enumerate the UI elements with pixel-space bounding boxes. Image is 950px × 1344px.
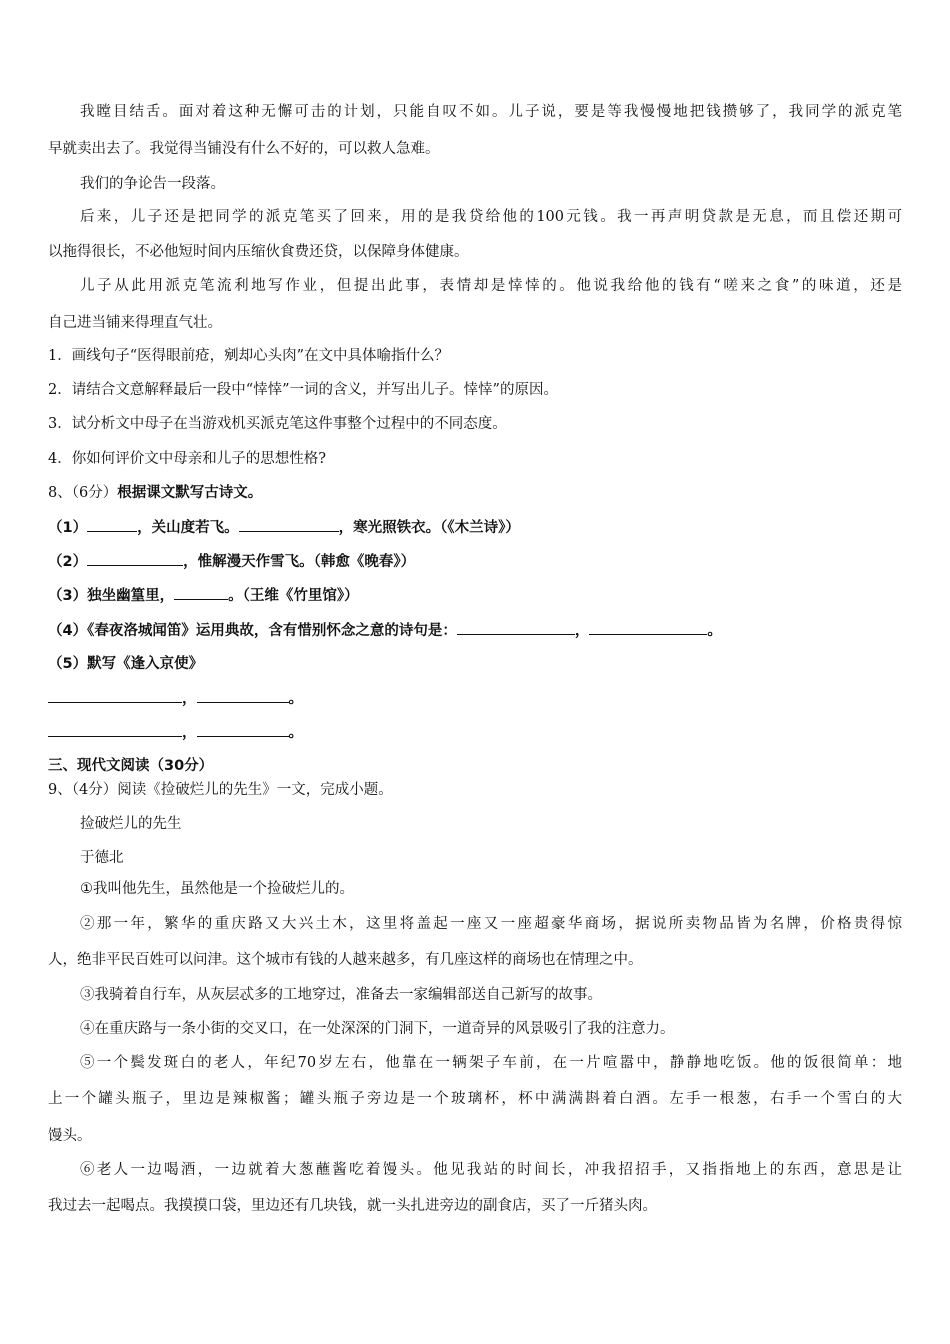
q8-item-5-line2: [48, 722, 303, 743]
q8-item-3-text-b: 。（王维《竹里馆》）: [228, 588, 359, 604]
answer-blank[interactable]: [87, 517, 137, 532]
q8-heading: [48, 483, 262, 503]
article-title: 捡破烂儿的先生: [80, 816, 182, 832]
para-1-text: 我叫他先生，虽然他是一个捡破烂儿的。: [93, 881, 354, 897]
answer-blank[interactable]: [239, 517, 339, 532]
passage-p3-line1: 后来，儿子还是把同学的派克笔买了回来，用的是我贷给他的100元钱。我一再声明贷款是无息，而且偿还期可: [80, 209, 902, 225]
q8-item-1-text-b: ，寒光照铁衣。（《木兰诗》）: [338, 520, 520, 536]
answer-blank[interactable]: [48, 722, 182, 737]
q8-item-4-comma: ，: [574, 623, 590, 639]
passage-p1-line1: 我瞠目结舌。面对着这种无懈可击的计划，只能自叹不如。儿子说，要是等我慢慢地把钱攒够了，我同学的派克笔: [80, 104, 902, 120]
answer-blank[interactable]: [87, 551, 183, 566]
q8-item-1: [48, 517, 520, 538]
q8-item-3-text-a: （3）独坐幽篁里，: [48, 588, 175, 604]
para-number: ①: [80, 881, 93, 897]
answer-blank[interactable]: [197, 688, 289, 703]
passage-p1-line2: 早就卖出去了。我觉得当铺没有什么不好的，可以救人急难。: [48, 141, 440, 157]
q8-item-2-text: ，惟解漫天作雪飞。（韩愈《晚春》）: [183, 554, 416, 570]
q8-item-4: [48, 620, 722, 641]
period: 。: [288, 691, 303, 707]
comma: ，: [182, 725, 197, 741]
article-para-4: ④在重庆路与一条小街的交叉口，在一处深深的门洞下，一道奇异的风景吸引了我的注意力。: [80, 1021, 675, 1037]
q8-item-1-num: （1）: [48, 520, 88, 536]
answer-blank[interactable]: [589, 620, 707, 635]
question-4: 4．你如何评价文中母亲和儿子的思想性格?: [48, 451, 326, 467]
q8-item-5: （5）默写《逢入京使》: [48, 656, 204, 672]
answer-blank[interactable]: [457, 620, 575, 635]
comma: ，: [182, 691, 197, 707]
q8-item-1-text-a: ，关山度若飞。: [137, 520, 239, 536]
q8-item-3: [48, 585, 359, 606]
article-para-1: [80, 879, 354, 899]
article-author: 于德北: [80, 850, 124, 866]
q8-prefix: 8、（6分）: [48, 485, 118, 501]
article-para-2-line2: 人，绝非平民百姓可以问津。这个城市有钱的人越来越多，有几座这样的商场也在情理之中。: [48, 952, 643, 968]
question-9: 9、（4分）阅读《捡破烂儿的先生》一文，完成小题。: [48, 782, 393, 798]
q8-title: 根据课文默写古诗文。: [117, 485, 263, 501]
passage-p3-line2: 以拖得很长，不必他短时间内压缩伙食费还贷，以保障身体健康。: [48, 244, 469, 260]
q8-item-4-text: （4）《春夜洛城闻笛》运用典故，含有惜别怀念之意的诗句是：: [48, 623, 457, 639]
q8-item-2: [48, 551, 415, 572]
q8-item-2-num: （2）: [48, 554, 88, 570]
answer-blank[interactable]: [197, 722, 289, 737]
article-para-5-line1: ⑤一个鬓发斑白的老人，年纪70岁左右，他靠在一辆架子车前，在一片喧嚣中，静静地吃饭。他的饭很简单：地: [80, 1055, 902, 1071]
period: 。: [288, 725, 303, 741]
article-para-5-line3: 馒头。: [48, 1128, 92, 1144]
article-para-5-line2: 上一个罐头瓶子，里边是辣椒酱；罐头瓶子旁边是一个玻璃杯，杯中满满斟着白酒。左手一根葱，右手一个雪白的大: [48, 1091, 902, 1107]
question-2: 2．请结合文意解释最后一段中“悻悻”一词的含义，并写出儿子。悻悻”的原因。: [48, 382, 558, 398]
article-para-2-line1: ②那一年，繁华的重庆路又大兴土木，这里将盖起一座又一座超豪华商场，据说所卖物品皆为名牌，价格贵得惊: [80, 916, 902, 932]
q8-item-5-line1: [48, 688, 303, 709]
answer-blank[interactable]: [174, 585, 228, 600]
q8-item-4-period: 。: [707, 623, 722, 639]
article-para-6-line1: ⑥老人一边喝酒，一边就着大葱蘸酱吃着馒头。他见我站的时间长，冲我招招手，又指指地上的东西，意思是让: [80, 1162, 902, 1178]
answer-blank[interactable]: [48, 688, 182, 703]
article-para-3: ③我骑着自行车，从灰层忒多的工地穿过，准备去一家编辑部送自己新写的故事。: [80, 987, 602, 1003]
question-1: 1．画线句子“医得眼前疮，剜却心头肉”在文中具体喻指什么？: [48, 348, 450, 364]
article-para-6-line2: 我过去一起喝点。我摸摸口袋，里边还有几块钱，就一头扎进旁边的副食店，买了一斤猪头肉。: [48, 1198, 657, 1214]
section-3-title: 三、现代文阅读（30分）: [48, 758, 214, 774]
question-3: 3．试分析文中母子在当游戏机买派克笔这件事整个过程中的不同态度。: [48, 416, 507, 432]
passage-p4-line2: 自己进当铺来得理直气壮。: [48, 315, 222, 331]
passage-p2: 我们的争论告一段落。: [80, 176, 225, 192]
passage-p4-line1: 儿子从此用派克笔流利地写作业，但提出此事，表情却是悻悻的。他说我给他的钱有“嗟来之食”的味道，还是: [80, 278, 902, 294]
